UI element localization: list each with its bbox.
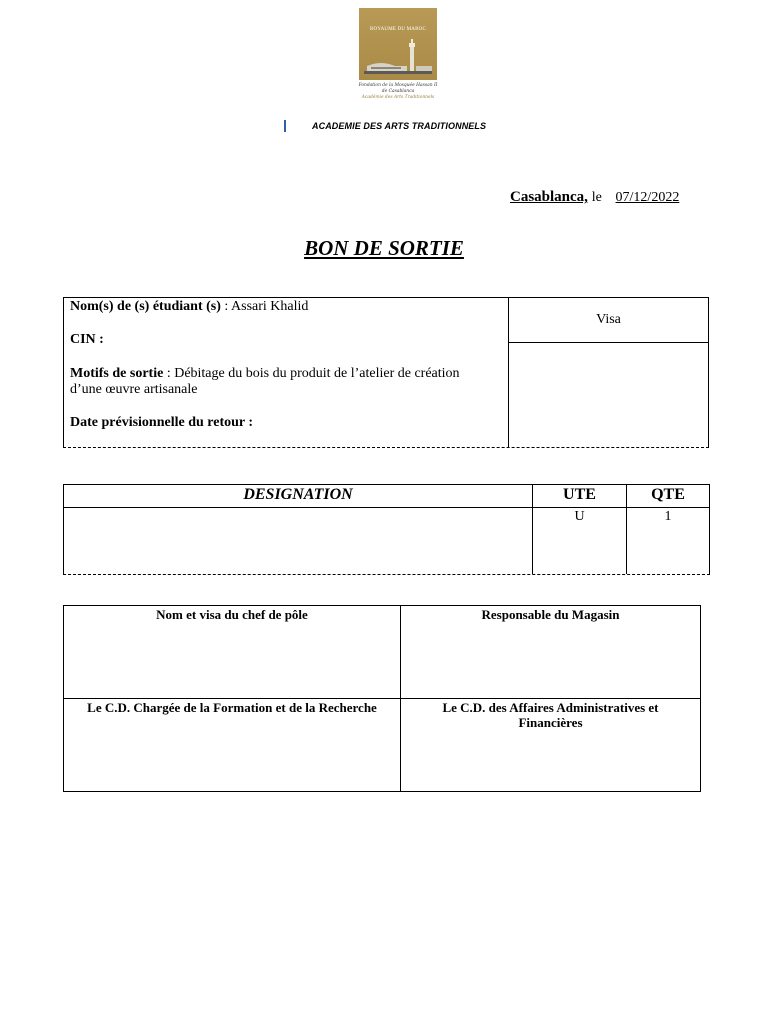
ute-header: UTE [563, 486, 596, 503]
student-info-box [63, 297, 709, 448]
academy-header [284, 119, 486, 133]
visa-header: Visa [509, 298, 708, 343]
admin-signature [401, 700, 700, 730]
logo-caption-line: Fondation de la Mosquée Hassan II [358, 83, 438, 88]
designation-header: DESIGNATION [243, 486, 353, 503]
student-info-cell [64, 298, 509, 447]
student-name-value: : Assari Khalid [220, 299, 309, 314]
return-date-label: Date prévisionnelle du retour : [70, 415, 254, 430]
accent-bar [284, 120, 286, 132]
qte-cell: 1 [664, 509, 672, 524]
logo-caption-line: de Casablanca [381, 89, 415, 94]
academy-name: ACADEMIE DES ARTS TRADITIONNELS [312, 121, 487, 131]
motif-value-cont: d’une œuvre artisanale [70, 382, 198, 397]
cin-label: CIN : [70, 332, 104, 347]
ute-cell: U [574, 509, 585, 524]
student-name-label: Nom(s) de (s) étudiant (s) [70, 299, 221, 314]
admin-signature-line: Le C.D. des Affaires Administratives et [442, 700, 659, 715]
institution-logo [359, 8, 437, 80]
signature-table [63, 605, 701, 792]
qte-header: QTE [651, 486, 685, 503]
row-divider [64, 698, 700, 699]
motif-line [70, 366, 460, 382]
document-title: BON DE SORTIE [304, 236, 464, 260]
place-date [510, 189, 679, 206]
logo-caption-line: Académie des Arts Traditionnels [361, 95, 435, 100]
date-prefix: le [591, 190, 602, 205]
chef-pole-signature: Nom et visa du chef de pôle [156, 607, 308, 622]
motif-value: : Débitage du bois du produit de l’atelier de création [163, 366, 460, 381]
logo-caption [348, 83, 448, 101]
document-date: 07/12/2022 [615, 190, 680, 205]
admin-signature-line: Financières [518, 715, 583, 730]
header-divider [64, 507, 709, 508]
items-table [63, 484, 710, 575]
student-name-line [70, 299, 308, 315]
mosque-icon [359, 8, 437, 80]
logo-top-text: ROYAUME DU MAROC [370, 27, 426, 32]
motif-label: Motifs de sortie [70, 366, 164, 381]
city: Casablanca, [510, 189, 588, 205]
magasin-signature: Responsable du Magasin [481, 607, 620, 622]
formation-signature: Le C.D. Chargée de la Formation et de la Recherche [87, 700, 377, 715]
